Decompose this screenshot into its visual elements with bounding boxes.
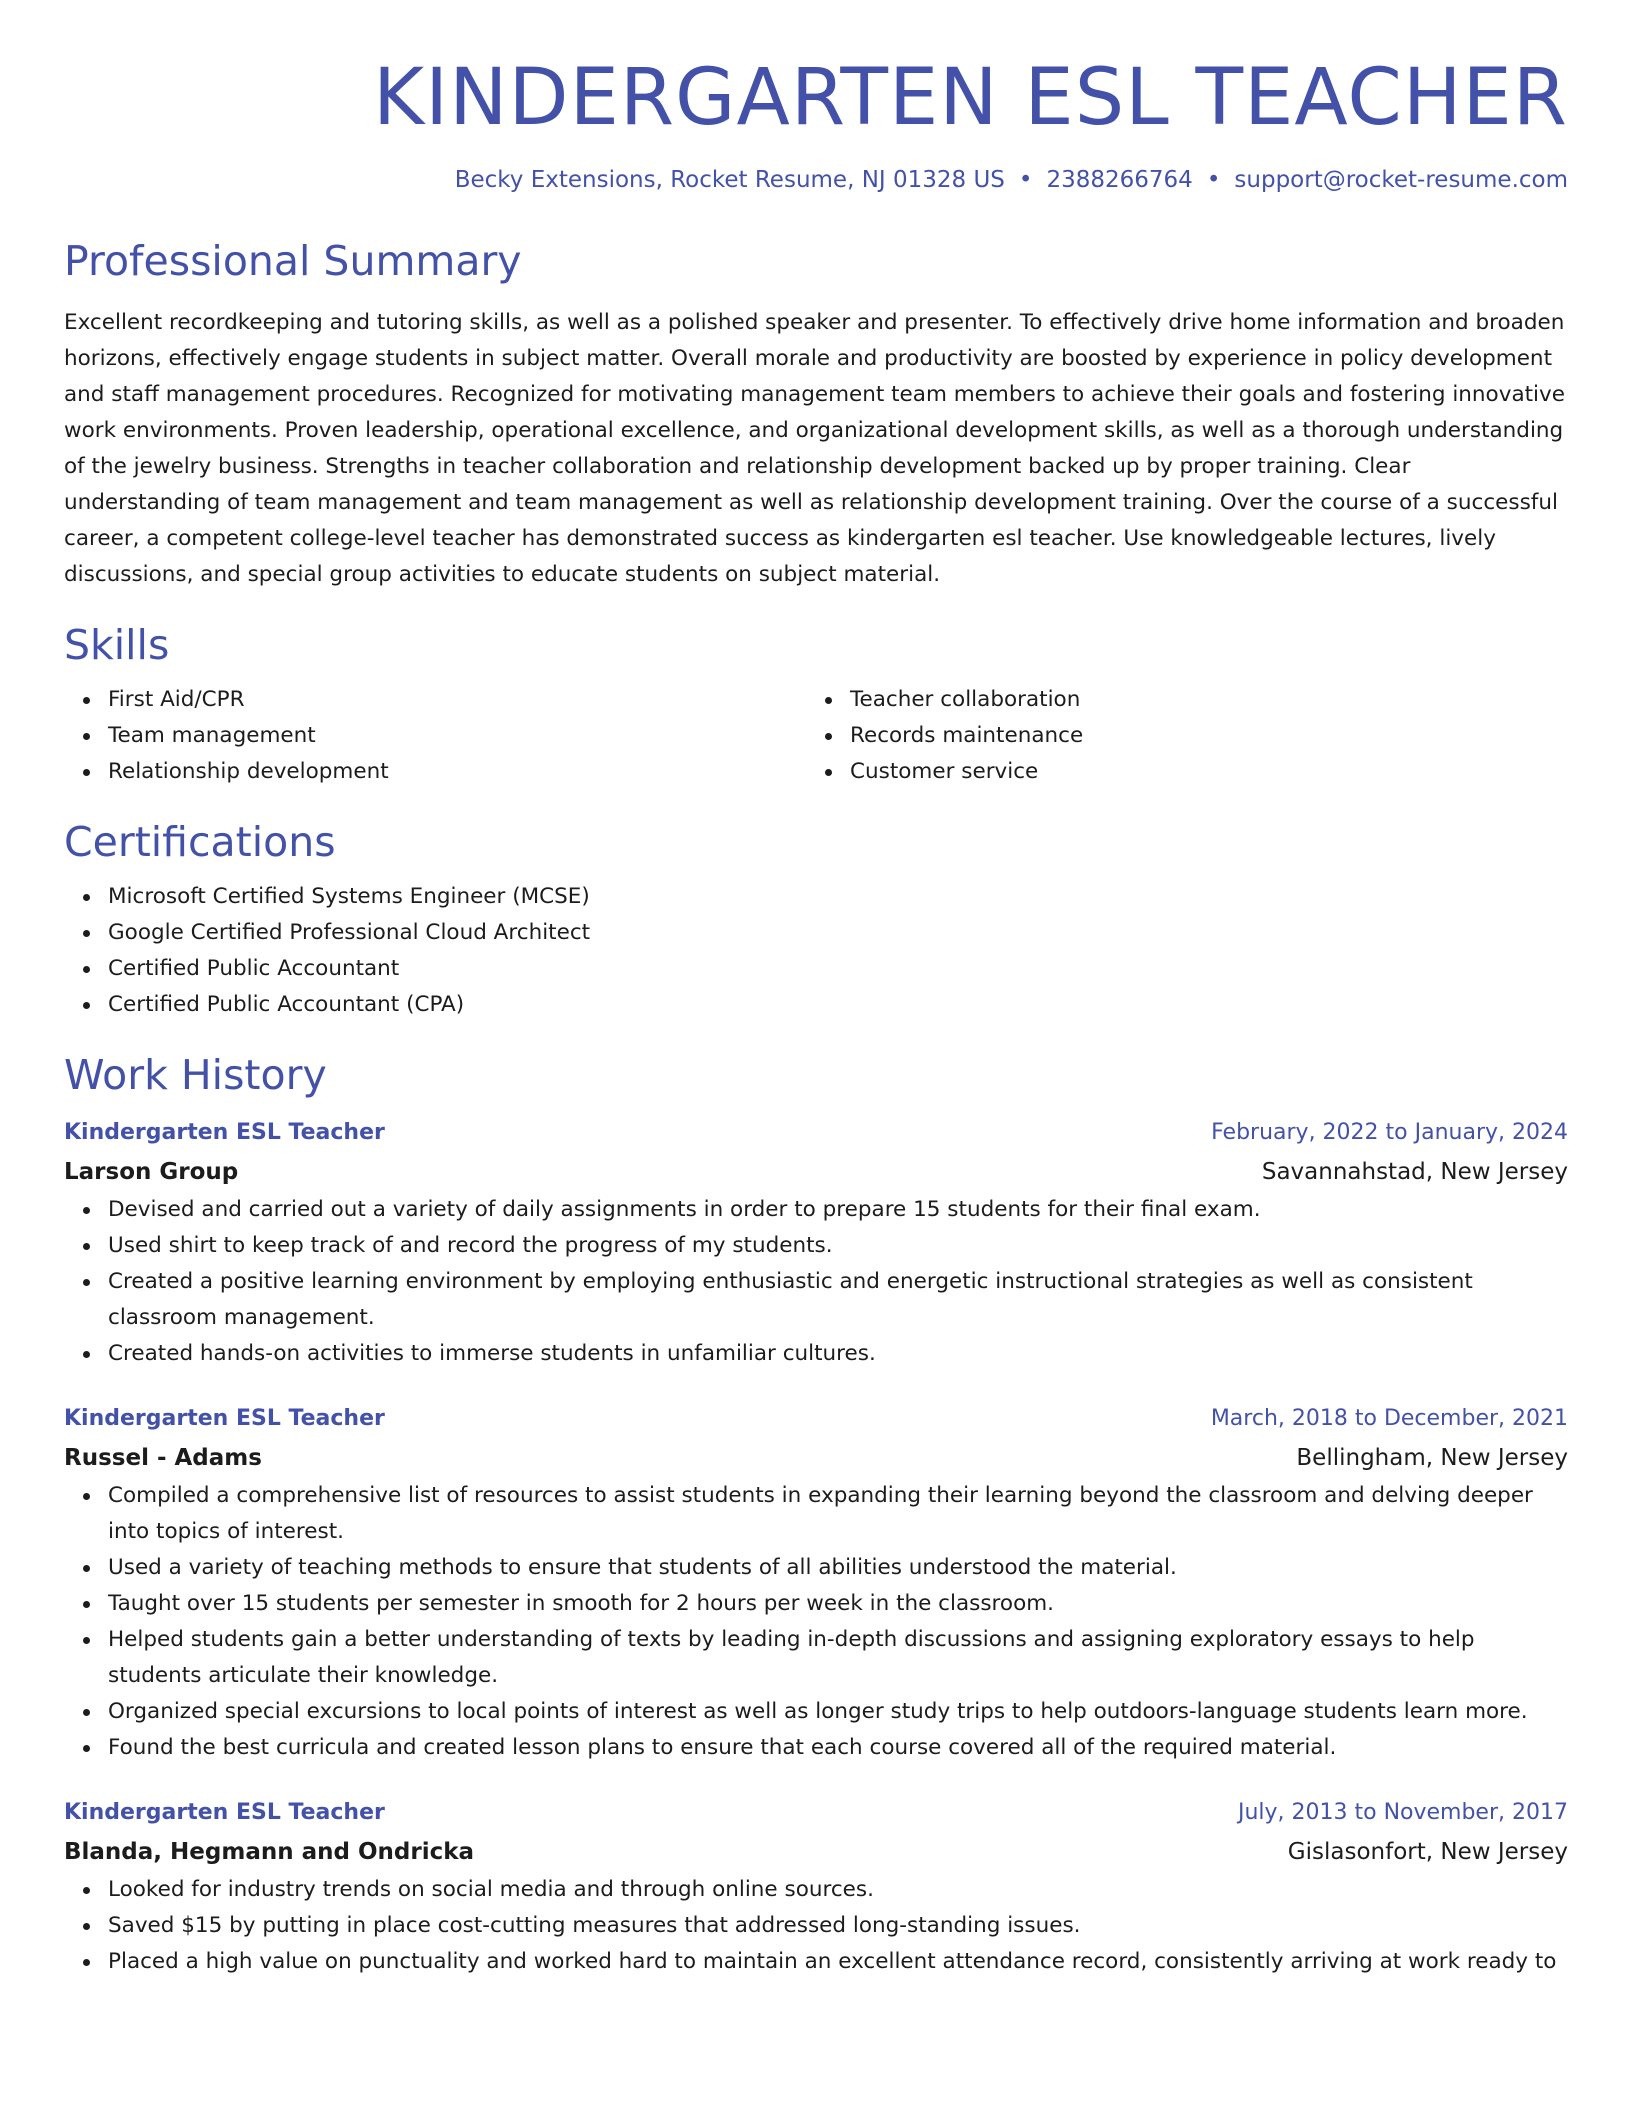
- certifications-heading: Certifications: [64, 817, 336, 866]
- job-location: Gislasonfort, New Jersey: [1287, 1839, 1568, 1866]
- job-entry: [64, 1400, 1568, 1766]
- job-bullet: Compiled a comprehensive list of resources to assist students in expanding their learning beyond the classroom and delving deeper into topics of interest.: [108, 1478, 1568, 1550]
- certification-item: Certified Public Accountant (CPA): [108, 987, 1568, 1023]
- skills-heading: Skills: [64, 620, 170, 669]
- contact-phone[interactable]: 2388266764: [1046, 166, 1193, 193]
- summary-section: [64, 237, 1568, 592]
- job-company: Russel - Adams: [64, 1445, 262, 1472]
- job-bullet: Used a variety of teaching methods to ensure that students of all abilities understood the material.: [108, 1550, 1568, 1586]
- resume-header: [64, 0, 1568, 195]
- job-bullets: [64, 1872, 1568, 1980]
- skill-item: First Aid/CPR: [108, 682, 806, 718]
- skills-list-right: [806, 682, 1548, 790]
- job-title-row: [64, 1114, 1568, 1152]
- job-title: Kindergarten ESL Teacher: [64, 1800, 385, 1826]
- contact-separator: •: [1206, 166, 1221, 193]
- job-title: Kindergarten ESL Teacher: [64, 1120, 385, 1146]
- skill-item: Teacher collaboration: [850, 682, 1548, 718]
- job-bullet: Created a positive learning environment by employing enthusiastic and energetic instructional strategies as well as consistent classroom management.: [108, 1264, 1568, 1336]
- contact-line: [64, 166, 1568, 196]
- certification-item: Google Certified Professional Cloud Architect: [108, 915, 1568, 951]
- job-bullet: Devised and carried out a variety of daily assignments in order to prepare 15 students for their final exam.: [108, 1192, 1568, 1228]
- job-bullet: Taught over 15 students per semester in smooth for 2 hours per week in the classroom.: [108, 1586, 1568, 1622]
- skill-item: Team management: [108, 718, 806, 754]
- work-history-heading: Work History: [64, 1051, 327, 1100]
- certification-item: Certified Public Accountant: [108, 951, 1568, 987]
- job-title: Kindergarten ESL Teacher: [64, 1406, 385, 1432]
- job-title-heading: KINDERGARTEN ESL TEACHER: [373, 53, 1568, 143]
- job-bullet: Found the best curricula and created lesson plans to ensure that each course covered all of the required material.: [108, 1730, 1568, 1766]
- job-dates: March, 2018 to December, 2021: [1210, 1406, 1568, 1432]
- contact-email[interactable]: support@rocket-resume.com: [1234, 166, 1568, 193]
- summary-heading: Professional Summary: [64, 237, 522, 286]
- certification-item: Microsoft Certified Systems Engineer (MCSE): [108, 879, 1568, 915]
- job-bullet: Looked for industry trends on social media and through online sources.: [108, 1872, 1568, 1908]
- job-title-row: [64, 1400, 1568, 1438]
- skill-item: Records maintenance: [850, 718, 1548, 754]
- job-bullets: [64, 1192, 1568, 1372]
- skills-section: [64, 621, 1568, 790]
- job-company-row: [64, 1832, 1568, 1872]
- job-title-row: [64, 1794, 1568, 1832]
- job-location: Bellingham, New Jersey: [1296, 1445, 1568, 1472]
- work-history-section: [64, 1051, 1568, 1980]
- resume-page: [64, 0, 1568, 1980]
- skills-list-left: [64, 682, 806, 790]
- job-bullets: [64, 1478, 1568, 1766]
- skill-item: Customer service: [850, 754, 1548, 790]
- job-dates: February, 2022 to January, 2024: [1211, 1120, 1568, 1146]
- job-bullet: Helped students gain a better understanding of texts by leading in-depth discussions and assigning exploratory essays to help students articulate their knowledge.: [108, 1622, 1568, 1694]
- skills-grid: [64, 682, 1568, 790]
- job-company-row: [64, 1152, 1568, 1192]
- job-bullet: Organized special excursions to local points of interest as well as longer study trips to help outdoors-language students learn more.: [108, 1694, 1568, 1730]
- job-company-row: [64, 1438, 1568, 1478]
- job-company: Larson Group: [64, 1159, 239, 1186]
- job-entry: [64, 1794, 1568, 1980]
- contact-separator: •: [1018, 166, 1033, 193]
- job-entry: [64, 1114, 1568, 1372]
- job-bullet: Saved $15 by putting in place cost-cutting measures that addressed long-standing issues.: [108, 1908, 1568, 1944]
- job-bullet: Placed a high value on punctuality and worked hard to maintain an excellent attendance record, consistently arriving at work ready to: [108, 1944, 1568, 1980]
- job-company: Blanda, Hegmann and Ondricka: [64, 1839, 475, 1866]
- job-bullet: Created hands-on activities to immerse students in unfamiliar cultures.: [108, 1336, 1568, 1372]
- certifications-list: [64, 879, 1568, 1023]
- skill-item: Relationship development: [108, 754, 806, 790]
- contact-address: Becky Extensions, Rocket Resume, NJ 01328 US: [454, 166, 1005, 193]
- summary-text: Excellent recordkeeping and tutoring skills, as well as a polished speaker and presenter. To effectively drive home information and broaden horizons, effectively engage students in subject matter. Overall morale and productivity are boosted by experience in policy development and staff management procedures. Recognized for motivating management team members to achieve their goals and fostering innovative work environments. Proven leadership, operational excellence, and organizational development skills, as well as a thorough understanding of the jewelry business. Strengths in teacher collaboration and relationship development backed up by proper training. Clear understanding of team management and team management as well as relationship development training. Over the course of a successful career, a competent college-level teacher has demonstrated success as kindergarten esl teacher. Use knowledgeable lectures, lively discussions, and special group activities to educate students on subject material.: [64, 309, 1565, 587]
- certifications-section: [64, 818, 1568, 1023]
- job-dates: July, 2013 to November, 2017: [1237, 1800, 1568, 1826]
- job-bullet: Used shirt to keep track of and record the progress of my students.: [108, 1228, 1568, 1264]
- job-location: Savannahstad, New Jersey: [1261, 1159, 1568, 1186]
